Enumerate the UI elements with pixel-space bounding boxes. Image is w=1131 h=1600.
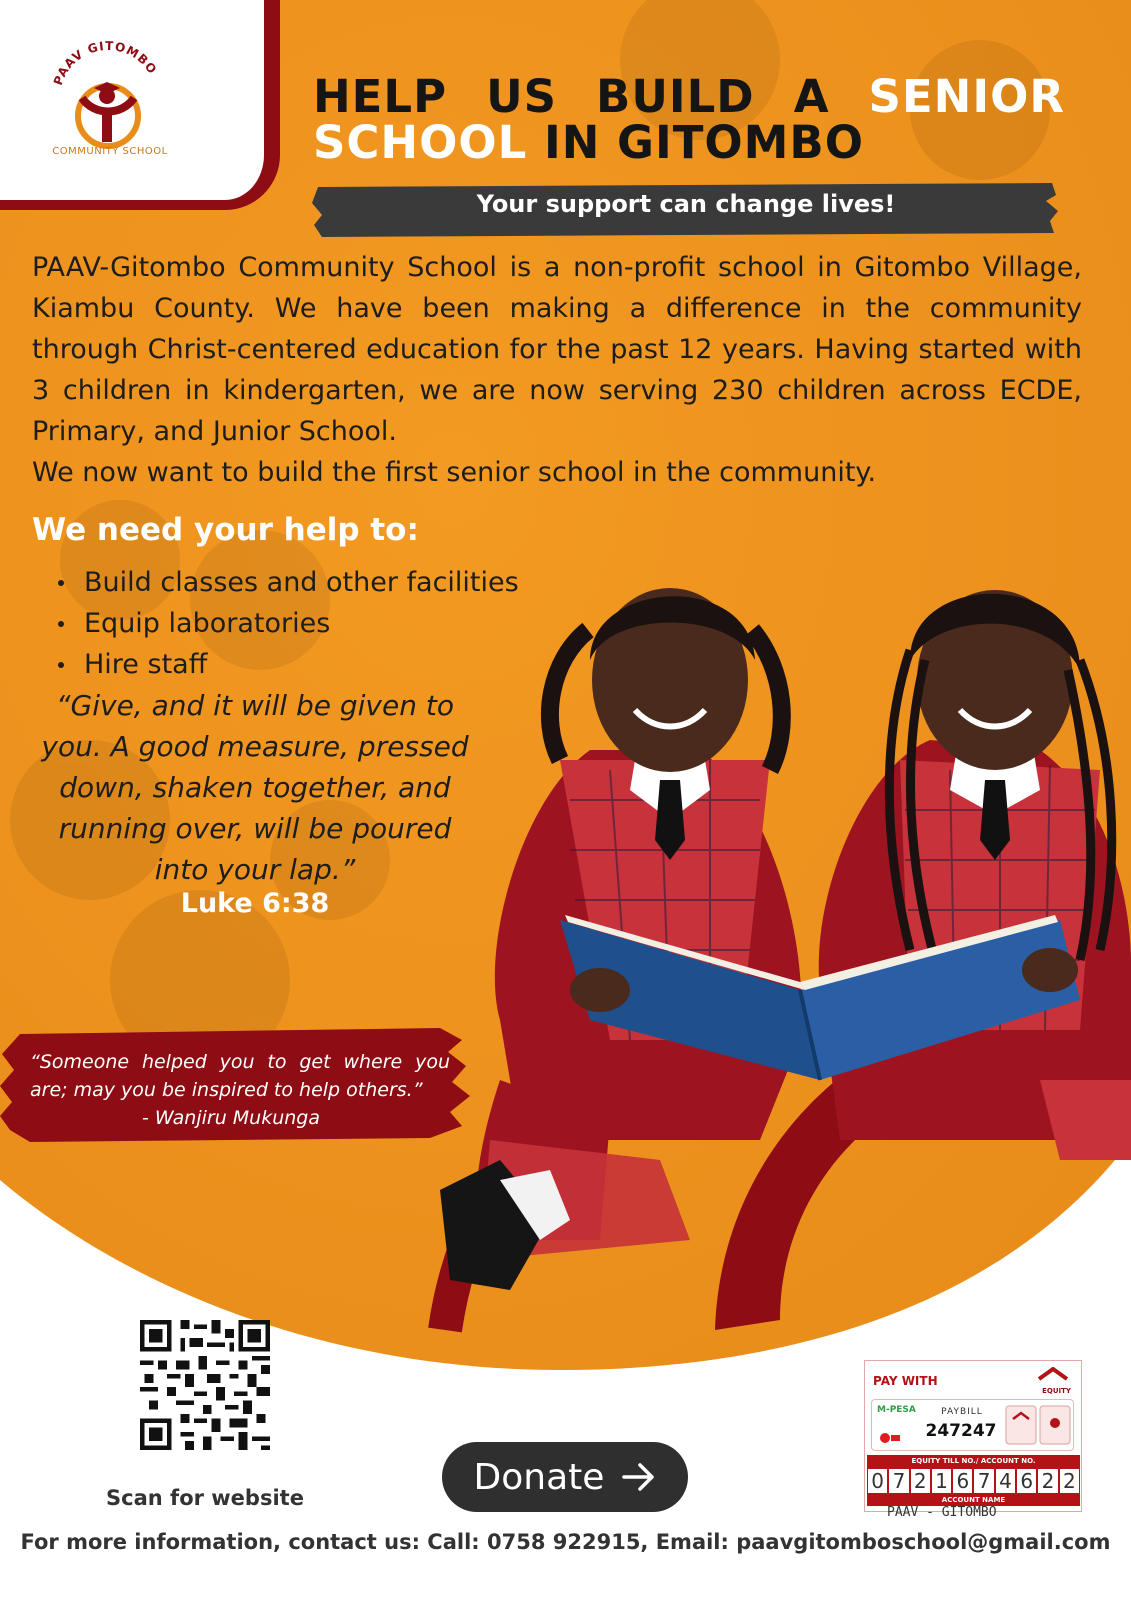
logo-arc-text: PAAV GITOMBO (50, 38, 160, 88)
help-item-label: Build classes and other facilities (84, 567, 519, 598)
help-title: We need your help to: (32, 512, 419, 548)
mpesa-logo: M-PESA (877, 1405, 916, 1415)
equity-brand: EQUITY (1042, 1387, 1071, 1395)
till-label: EQUITY TILL NO./ ACCOUNT NO. (867, 1455, 1080, 1468)
account-digit: 7 (973, 1468, 994, 1494)
headline-highlight-school: SCHOOL (313, 116, 528, 169)
svg-text:PAAV GITOMBO (51, 39, 160, 87)
paybill-label: PAYBILL (941, 1407, 983, 1417)
account-digit: 2 (1037, 1468, 1058, 1494)
help-item-label: Equip laboratories (84, 608, 331, 639)
help-item-label: Hire staff (84, 649, 208, 680)
equity-house-icon (1037, 1367, 1069, 1389)
headline (313, 70, 1073, 169)
bullet-icon (58, 580, 64, 586)
arrow-right-icon (622, 1462, 656, 1492)
contact-footer: For more information, contact us: Call: 0758 922915, Email: paavgitomboschool@gmail.com (20, 1530, 1111, 1554)
account-digit: 2 (1059, 1468, 1080, 1494)
account-digit: 0 (867, 1468, 888, 1494)
logo-card (0, 0, 280, 210)
account-number (867, 1468, 1080, 1494)
paybill-number: 247247 (925, 1421, 997, 1441)
quote-author: - Wanjiru Mukunga (142, 1107, 321, 1129)
headline-highlight-senior: SENIOR (868, 70, 1065, 123)
students-reading-photo (440, 520, 1131, 1320)
airtel-money-icon (879, 1431, 901, 1445)
headline-word-1: HELP (313, 70, 448, 123)
account-digit: 1 (931, 1468, 952, 1494)
account-digit: 4 (995, 1468, 1016, 1494)
account-digit: 7 (888, 1468, 909, 1494)
verse-reference: Luke 6:38 (180, 888, 330, 919)
logo-subtitle: COMMUNITY SCHOOL (52, 146, 168, 157)
intro-text (32, 247, 1082, 493)
inspiration-quote (30, 1048, 450, 1132)
bullet-icon (58, 662, 64, 668)
qr-label: Scan for website (106, 1486, 304, 1510)
bullet-icon (58, 621, 64, 627)
headline-word-3: BUILD (596, 70, 755, 123)
bible-verse: “Give, and it will be given to you. A good measure, pressed down, shaken together, and running over, will be poured into your lap.” (41, 689, 469, 886)
headline-rest: IN GITOMBO (543, 116, 864, 169)
payment-card (864, 1360, 1082, 1520)
headline-word-4: A (793, 70, 830, 123)
qr-code-icon[interactable] (140, 1320, 270, 1450)
account-digit: 6 (1016, 1468, 1037, 1494)
account-name-label: ACCOUNT NAME (867, 1494, 1080, 1506)
account-digit: 6 (952, 1468, 973, 1494)
right-student-figure (819, 590, 1131, 1160)
donate-button[interactable] (442, 1442, 688, 1512)
account-digit: 2 (910, 1468, 931, 1494)
donate-label: Donate (473, 1456, 605, 1498)
tagline: Your support can change lives! (476, 190, 896, 218)
bank-app-tiles-icon (1005, 1405, 1071, 1445)
intro-paragraph: PAAV-Gitombo Community School is a non-profit school in Gitombo Village, Kiambu County. We have been making a difference in the community through Christ-centered education for the past 12 years. Having started with 3 children in kindergarten, we are now serving 230 children across ECDE, Primary, and Junior School. (32, 252, 1082, 447)
quote-text: “Someone helped you to get where you are; may you be inspired to help others.” (30, 1051, 450, 1101)
pay-with-label: PAY WITH (873, 1374, 938, 1388)
headline-word-2: US (486, 70, 558, 123)
account-name: PAAV - GITOMBO (887, 1505, 997, 1520)
intro-goal: We now want to build the first senior school in the community. (32, 457, 877, 488)
